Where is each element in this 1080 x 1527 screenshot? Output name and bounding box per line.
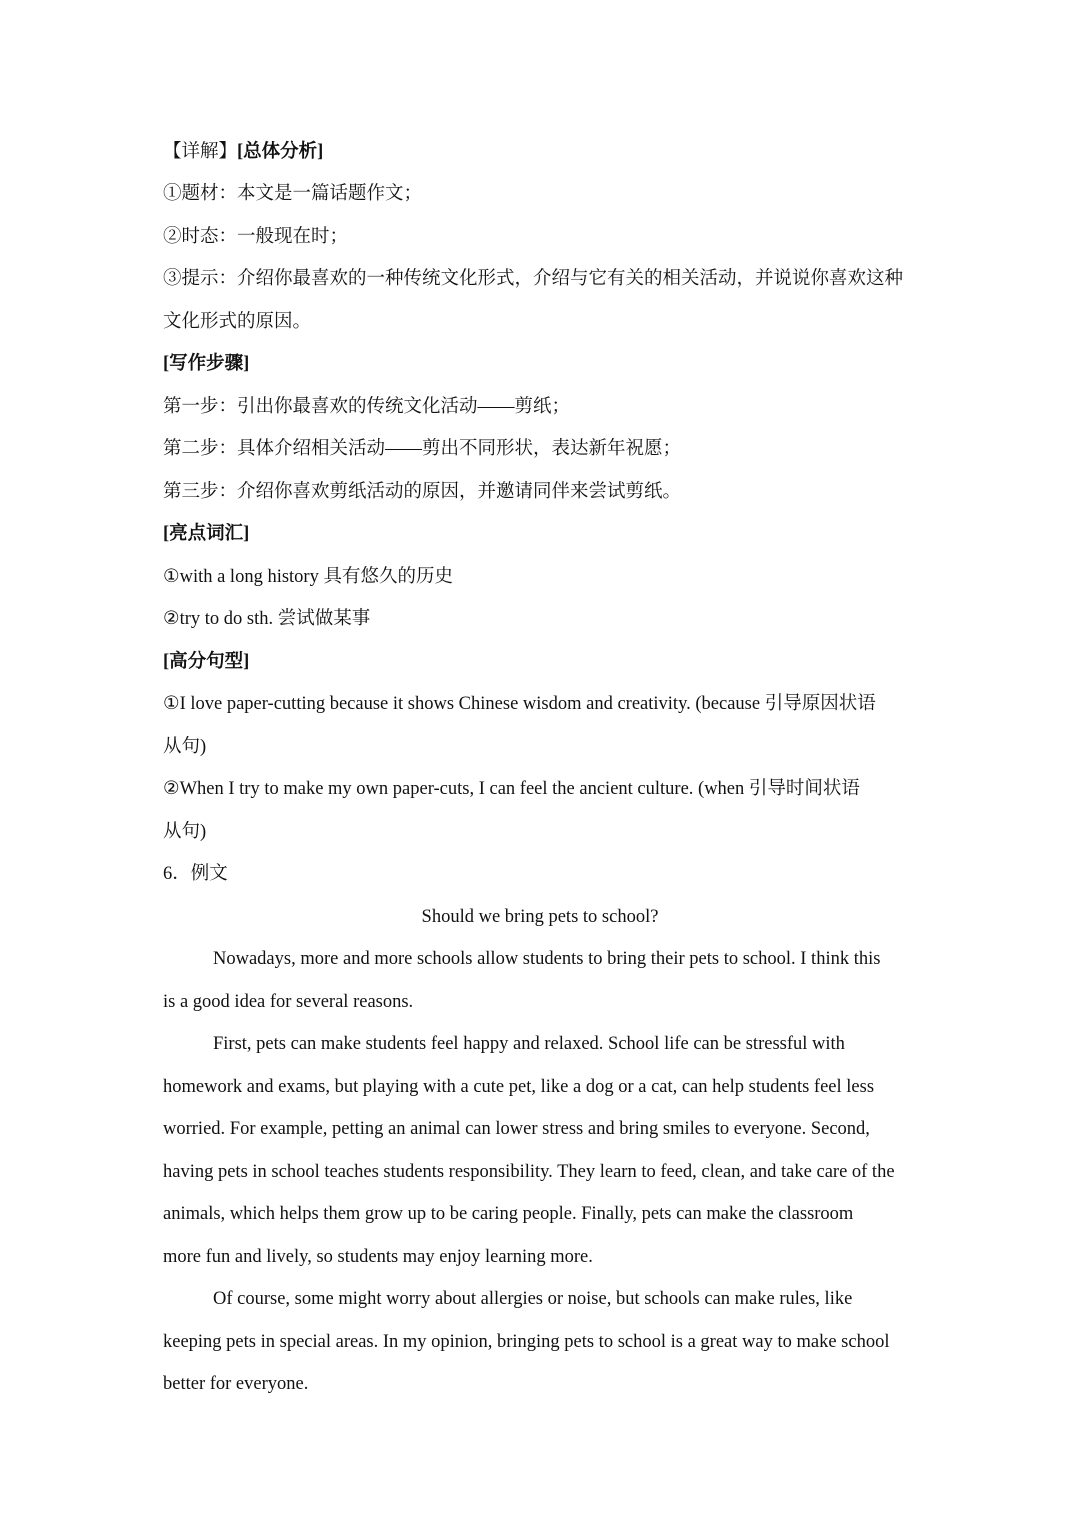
sentence-pattern-1: ①I love paper-cutting because it shows Chinese wisdom and creativity. (because 引导原因状语 bbox=[163, 694, 876, 714]
vocab-item-1: ①with a long history 具有悠久的历史 bbox=[163, 567, 453, 587]
writing-step-1: 第一步：引出你最喜欢的传统文化活动——剪纸； bbox=[163, 397, 571, 417]
essay-paragraph-2-line: worried. For example, petting an animal can lower stress and bring smiles to everyone. Second, bbox=[163, 1119, 870, 1139]
writing-step-3: 第三步：介绍你喜欢剪纸活动的原因，并邀请同伴来尝试剪纸。 bbox=[163, 482, 682, 502]
essay-paragraph-2-line: having pets in school teaches students responsibility. They learn to feed, clean, and take care of the bbox=[163, 1162, 895, 1182]
vocab-item-2: ②try to do sth. 尝试做某事 bbox=[163, 609, 371, 629]
analysis-item-topic: ①题材：本文是一篇话题作文； bbox=[163, 184, 423, 204]
writing-step-2: 第二步：具体介绍相关活动——剪出不同形状，表达新年祝愿； bbox=[163, 439, 682, 459]
essay-paragraph-2-line: animals, which helps them grow up to be caring people. Finally, pets can make the classroom bbox=[163, 1204, 854, 1224]
writing-steps-heading: [写作步骤] bbox=[163, 354, 250, 374]
essay-paragraph-3-line: keeping pets in special areas. In my opinion, bringing pets to school is a great way to make school bbox=[163, 1332, 890, 1352]
essay-paragraph-3-line: better for everyone. bbox=[163, 1374, 309, 1394]
sentence-pattern-2: ②When I try to make my own paper-cuts, I can feel the ancient culture. (when 引导时间状语 bbox=[163, 779, 860, 799]
essay-paragraph-2-line: more fun and lively, so students may enjoy learning more. bbox=[163, 1247, 593, 1267]
essay-paragraph-2: First, pets can make students feel happy and relaxed. School life can be stressful with bbox=[213, 1034, 845, 1054]
analysis-item-hint: ③提示：介绍你最喜欢的一种传统文化形式，介绍与它有关的相关活动，并说说你喜欢这种 bbox=[163, 269, 904, 289]
analysis-item-hint-cont: 文化形式的原因。 bbox=[163, 312, 312, 332]
sentence-patterns-heading: [高分句型] bbox=[163, 652, 250, 672]
analysis-item-tense: ②时态：一般现在时； bbox=[163, 227, 349, 247]
essay-paragraph-3: Of course, some might worry about allergies or noise, but schools can make rules, like bbox=[213, 1289, 853, 1309]
essay-paragraph-2-line: homework and exams, but playing with a cute pet, like a dog or a cat, can help students feel less bbox=[163, 1077, 875, 1097]
essay-title: Should we bring pets to school? bbox=[421, 907, 659, 927]
analysis-heading bbox=[163, 140, 923, 164]
sentence-pattern-2-cont: 从句) bbox=[163, 822, 207, 842]
explanation-label: 【详解】 bbox=[163, 142, 238, 162]
overall-analysis-heading: [总体分析] bbox=[237, 142, 324, 162]
example-label: 6．例文 bbox=[163, 864, 228, 884]
essay-paragraph-1-line: is a good idea for several reasons. bbox=[163, 992, 414, 1012]
sentence-pattern-1-cont: 从句) bbox=[163, 737, 207, 757]
vocab-heading: [亮点词汇] bbox=[163, 524, 250, 544]
essay-paragraph-1: Nowadays, more and more schools allow students to bring their pets to school. I think this bbox=[213, 949, 881, 969]
